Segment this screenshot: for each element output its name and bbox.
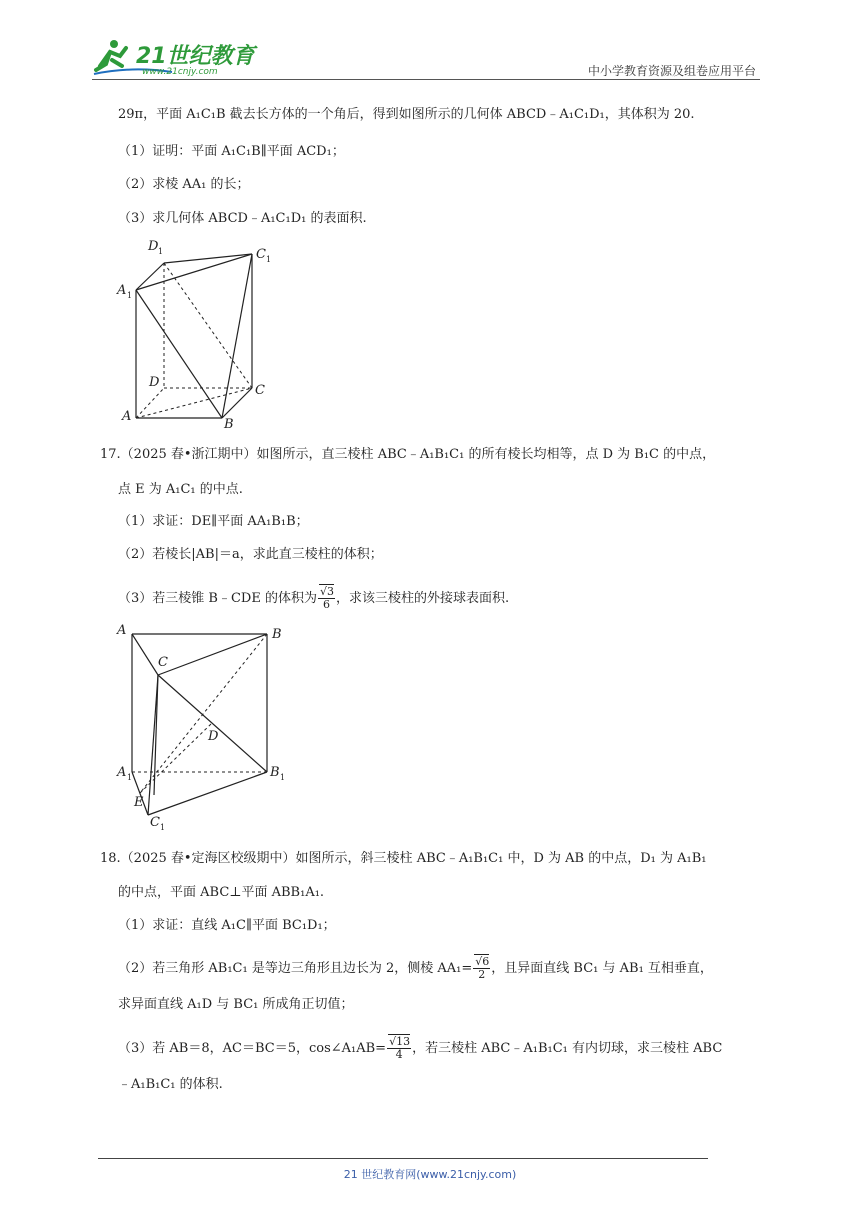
p16-line1: 29π，平面 A₁C₁B 截去长方体的一个角后，得到如图所示的几何体 ABCD﹣A₁C₁D₁，其体积为 20.	[118, 107, 695, 122]
p18-line2: 的中点，平面 ABC⊥平面 ABB₁A₁.	[118, 885, 325, 900]
figure-prism	[112, 620, 288, 832]
p18-part3: （3）若 AB＝8，AC＝BC＝5，cos∠A₁AB= $\frac{√13}{4}$ ，若三棱柱 ABC﹣A₁B₁C₁ 有内切球，求三棱柱 ABC	[118, 1035, 723, 1061]
logo-title: 21世纪教育	[136, 44, 255, 69]
footer-divider	[98, 1158, 708, 1159]
header-divider	[92, 79, 760, 80]
label-C1: C	[256, 247, 266, 262]
p16-part1: （1）证明：平面 A₁C₁B∥平面 ACD₁；	[118, 144, 345, 159]
p17-part3: （3）若三棱锥 B﹣CDE 的体积为 $\frac{√3}{6}$ ，求该三棱柱的外接球表面积.	[118, 585, 510, 611]
label-A: A	[122, 409, 132, 424]
label-B1-sub: 1	[280, 773, 286, 782]
label-C1-sub: 1	[160, 823, 166, 832]
p18-part1: （1）求证：直线 A₁C∥平面 BC₁D₁；	[118, 918, 336, 933]
label-A1-sub: 1	[127, 291, 133, 300]
label-A1-sub: 1	[127, 773, 133, 782]
label-D: D	[149, 375, 160, 390]
logo-url: www.21cnjy.com	[142, 67, 218, 77]
fraction-sqrt3-over-6: $\frac{√3}{6}$	[319, 585, 334, 611]
footer-link[interactable]: 21 世纪教育网(www.21cnjy.com)	[343, 1168, 517, 1181]
label-B: B	[224, 417, 234, 428]
p17-part1: （1）求证：DE∥平面 AA₁B₁B；	[118, 514, 309, 529]
p16-part2: （2）求棱 AA₁ 的长；	[118, 177, 250, 192]
header-platform-text: 中小学教育资源及组卷应用平台	[587, 64, 756, 78]
label-B1: B	[270, 765, 280, 780]
label-E: E	[134, 795, 144, 810]
p17-line1: 17.（2025 春•浙江期中）如图所示，直三棱柱 ABC﹣A₁B₁C₁ 的所有棱长均相等，点 D 为 B₁C 的中点，	[100, 447, 716, 462]
label-D1-sub: 1	[158, 247, 164, 256]
label-C1-sub: 1	[266, 255, 272, 264]
p17-line2: 点 E 为 A₁C₁ 的中点.	[118, 482, 243, 497]
label-A: A	[117, 623, 127, 638]
p16-part3: （3）求几何体 ABCD﹣A₁C₁D₁ 的表面积.	[118, 211, 367, 226]
fraction-sqrt6-over-2: $\frac{√6}{2}$	[475, 955, 490, 981]
label-A1: A	[117, 283, 127, 298]
label-C: C	[158, 655, 168, 670]
label-C: C	[255, 383, 265, 398]
p18-line1: 18.（2025 春•定海区校级期中）如图所示，斜三棱柱 ABC﹣A₁B₁C₁ 中，D 为 AB 的中点，D₁ 为 A₁B₁	[100, 851, 707, 866]
p17-part2: （2）若棱长|AB|＝a，求此直三棱柱的体积；	[118, 547, 383, 562]
label-C1: C	[150, 815, 160, 830]
p18-part3-line2: ﹣A₁B₁C₁ 的体积.	[118, 1077, 223, 1092]
label-D: D	[208, 729, 219, 744]
label-B: B	[272, 627, 282, 642]
p18-part2-line2: 求异面直线 A₁D 与 BC₁ 所成角正切值；	[118, 997, 354, 1012]
site-logo	[92, 36, 262, 78]
label-D1: D	[148, 239, 159, 254]
label-A1: A	[117, 765, 127, 780]
figure-cuboid-cut	[112, 236, 282, 428]
fraction-sqrt13-over-4: $\frac{√13}{4}$	[389, 1035, 411, 1061]
p18-part2: （2）若三角形 AB₁C₁ 是等边三角形且边长为 2，侧棱 AA₁= $\frac{√6}{2}$ ，且异面直线 BC₁ 与 AB₁ 互相垂直，	[118, 955, 713, 981]
